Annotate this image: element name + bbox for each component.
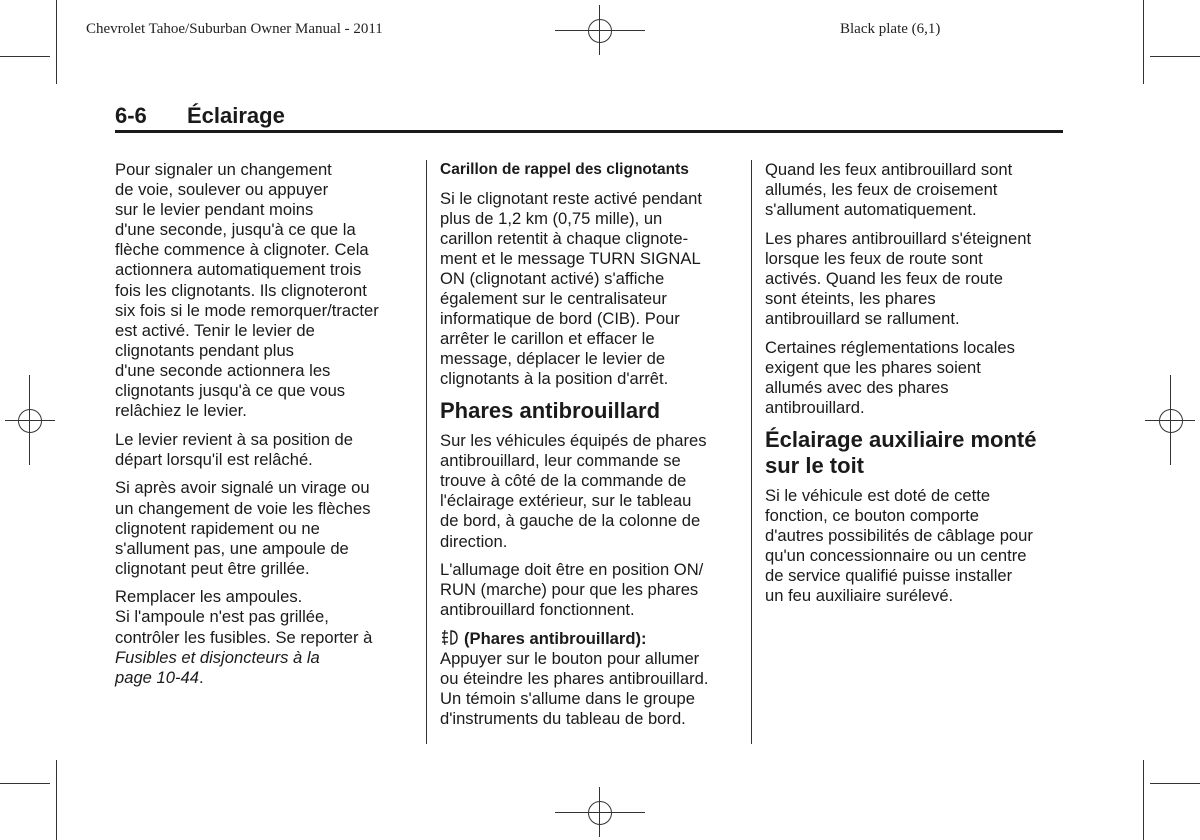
- text-line: clignotants pendant plus: [115, 340, 294, 360]
- heading-line: Éclairage auxiliaire monté: [765, 426, 1037, 452]
- column-divider: [751, 160, 752, 744]
- crop-mark: [0, 783, 50, 784]
- paragraph: [440, 560, 740, 620]
- text-line: allumés avec des phares: [765, 377, 949, 397]
- text-line: est activé. Tenir le levier de: [115, 320, 315, 340]
- text-line: ment et le message TURN SIGNAL: [440, 248, 701, 268]
- text-line: d'autres possibilités de câblage pour: [765, 525, 1033, 545]
- text-line: clignotants à la position d'arrêt.: [440, 369, 669, 389]
- text-line: actionnera automatiquement trois: [115, 260, 362, 280]
- text-line: Pour signaler un changement: [115, 160, 332, 179]
- text-line: sur le levier pendant moins: [115, 200, 314, 220]
- text-line: activés. Quand les feux de route: [765, 268, 1003, 288]
- text-line: fonction, ce bouton comporte: [765, 505, 980, 525]
- cross-reference[interactable]: Fusibles et disjoncteurs à la: [115, 647, 320, 667]
- paragraph: [440, 629, 740, 729]
- text-line: Le levier revient à sa position de: [115, 429, 353, 449]
- text-line: ON (clignotant activé) s'affiche: [440, 268, 665, 288]
- text-line: exigent que les phares soient: [765, 357, 981, 377]
- text-line: flèche commence à clignoter. Cela: [115, 240, 369, 260]
- text-line: clignotent rapidement ou ne: [115, 518, 320, 538]
- text-line: message, déplacer le levier de: [440, 349, 666, 369]
- page-number: 6-6: [115, 103, 147, 128]
- text-line: antibrouillard.: [765, 398, 865, 418]
- paragraph: [115, 430, 415, 470]
- text-line: clignotant peut être grillée.: [115, 558, 310, 578]
- running-head-plate: Black plate (6,1): [840, 21, 941, 37]
- subheading: Carillon de rappel des clignotants: [440, 161, 689, 178]
- text-line: un changement de voie les flèches: [115, 498, 371, 518]
- text-line: d'une seconde actionnera les: [115, 360, 331, 380]
- text-line: s'allument automatiquement.: [765, 200, 977, 220]
- paragraph: [115, 478, 415, 578]
- text-line: RUN (marche) pour que les phares: [440, 580, 699, 600]
- text-line: Si l'ampoule n'est pas grillée,: [115, 607, 329, 627]
- section-heading: [765, 427, 1065, 479]
- text-line: Sur les véhicules équipés de phares: [440, 431, 707, 451]
- text-line: informatique de bord (CIB). Pour: [440, 309, 680, 329]
- heading-line: sur le toit: [765, 452, 865, 478]
- crop-mark: [1150, 783, 1200, 784]
- text-line: ou éteindre les phares antibrouillard.: [440, 669, 709, 689]
- text-line: Si après avoir signalé un virage ou: [115, 478, 370, 498]
- paragraph: [115, 587, 415, 687]
- fog-lamp-label: (Phares antibrouillard):: [464, 628, 647, 648]
- text-line: plus de 1,2 km (0,75 mille), un: [440, 208, 663, 228]
- text-line: contrôler les fusibles. Se reporter à: [115, 627, 373, 647]
- text-line: arrêter le carillon et effacer le: [440, 329, 655, 349]
- chapter-title: Éclairage: [187, 103, 285, 128]
- crop-mark: [1150, 56, 1200, 57]
- text-line: lorsque les feux de route sont: [765, 248, 983, 268]
- registration-circle: [588, 19, 612, 43]
- crop-mark: [0, 56, 50, 57]
- paragraph: [115, 160, 415, 421]
- section-header: [115, 100, 1063, 133]
- column-divider: [426, 160, 427, 744]
- paragraph: [765, 160, 1065, 220]
- text-line: Si le clignotant reste activé pendant: [440, 188, 702, 208]
- crop-mark: [56, 0, 57, 84]
- registration-circle: [18, 409, 42, 433]
- section-heading: Phares antibrouillard: [440, 398, 661, 424]
- text-line: s'allument pas, une ampoule de: [115, 538, 349, 558]
- registration-circle: [588, 801, 612, 825]
- column-3: [765, 160, 1065, 615]
- text-line: de bord, à gauche de la colonne de: [440, 511, 701, 531]
- paragraph: [440, 189, 740, 390]
- paragraph: [765, 486, 1065, 607]
- registration-circle: [1159, 409, 1183, 433]
- text-line: également sur le centralisateur: [440, 289, 667, 309]
- text-line: Certaines réglementations locales: [765, 337, 1015, 357]
- column-1: [115, 160, 415, 696]
- text-line: antibrouillard, leur commande se: [440, 451, 681, 471]
- text-line: de voie, soulever ou appuyer: [115, 180, 329, 200]
- text-line: L'allumage doit être en position ON/: [440, 560, 704, 580]
- text-line: carillon retentit à chaque clignote-: [440, 228, 689, 248]
- text-line: d'instruments du tableau de bord.: [440, 709, 686, 729]
- text-line: trouve à côté de la commande de: [440, 471, 687, 491]
- crop-mark: [56, 760, 57, 840]
- text-line: relâchiez le levier.: [115, 401, 247, 421]
- crop-mark: [1143, 0, 1144, 84]
- text-line: Les phares antibrouillard s'éteignent: [765, 228, 1032, 248]
- text-line: six fois si le mode remorquer/tracter: [115, 300, 379, 320]
- cross-reference-page[interactable]: page 10‑44: [115, 667, 199, 687]
- text-line: un feu auxiliaire surélevé.: [765, 586, 954, 606]
- text-line: antibrouillard fonctionnent.: [440, 600, 635, 620]
- text-line: l'éclairage extérieur, sur le tableau: [440, 491, 692, 511]
- text-line: départ lorsqu'il est relâché.: [115, 449, 313, 469]
- fog-lamp-icon: [440, 629, 460, 646]
- paragraph: [765, 229, 1065, 329]
- running-head-title: Chevrolet Tahoe/Suburban Owner Manual - 2011: [86, 21, 383, 37]
- text-line: qu'un concessionnaire ou un centre: [765, 545, 1027, 565]
- crop-mark: [1143, 760, 1144, 840]
- text-line: Un témoin s'allume dans le groupe: [440, 689, 695, 709]
- text-line: Si le véhicule est doté de cette: [765, 485, 991, 505]
- text-line: fois les clignotants. Ils clignoteront: [115, 280, 367, 300]
- text-line: antibrouillard se rallument.: [765, 309, 960, 329]
- text-line: Quand les feux antibrouillard sont: [765, 160, 1013, 179]
- text-line: Remplacer les ampoules.: [115, 587, 303, 607]
- text-line: direction.: [440, 531, 508, 551]
- text-line: de service qualifié puisse installer: [765, 566, 1013, 585]
- paragraph: [440, 431, 740, 552]
- column-2: [440, 160, 740, 738]
- text-line: clignotants jusqu'à ce que vous: [115, 381, 346, 401]
- text-line: allumés, les feux de croisement: [765, 180, 998, 200]
- text-line: Appuyer sur le bouton pour allumer: [440, 648, 700, 668]
- text-line: .: [198, 667, 204, 687]
- paragraph: [765, 338, 1065, 418]
- text-line: sont éteints, les phares: [765, 289, 936, 309]
- text-line: d'une seconde, jusqu'à ce que la: [115, 220, 356, 240]
